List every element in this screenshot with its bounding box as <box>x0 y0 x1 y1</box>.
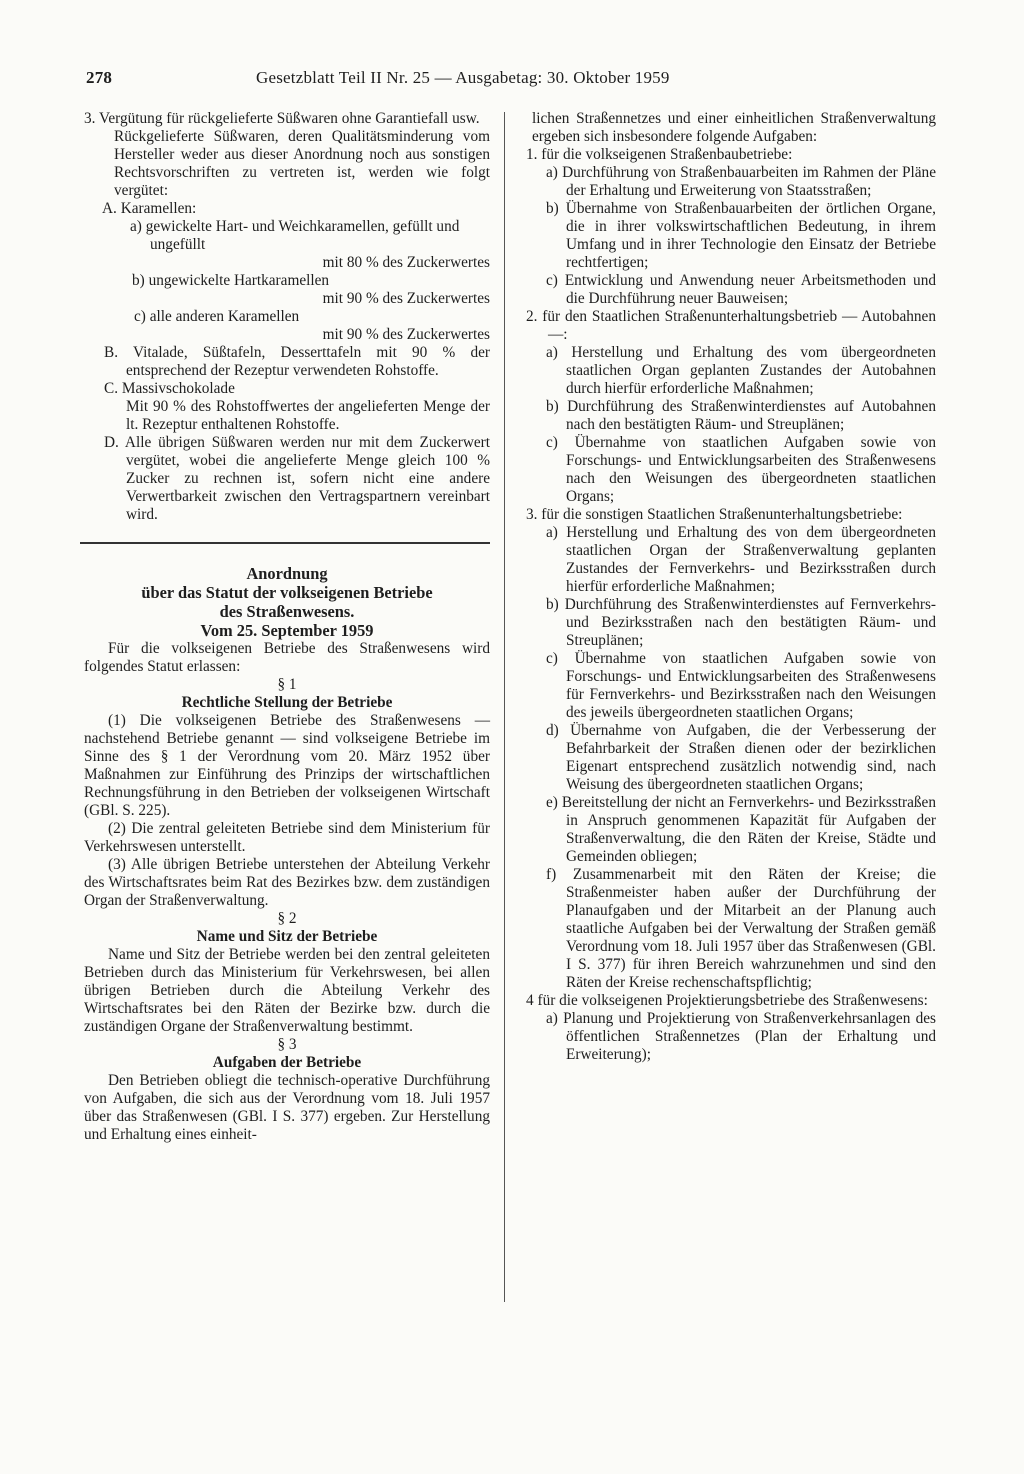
item-3-c: c) Übernahme von staatlichen Aufgaben sowie von Forschungs- und Entwicklungsarbeiten des Straßenwesens für Fernverkehrs- und Bezirksstraßen nach den Weisungen des jeweils übergeordneten staatlichen Organs; <box>546 650 936 721</box>
section-a-item-b-rate: mit 90 % des Zuckerwertes <box>322 290 490 307</box>
section-3-number: § 3 <box>277 1036 297 1053</box>
item-3-title: 3. Vergütung für rückgelieferte Süßwaren ohne Garantiefall usw. <box>84 110 480 127</box>
ordinance-title-3: des Straßenwesens. <box>219 602 355 621</box>
section-a-item-a-rate: mit 80 % des Zuckerwertes <box>322 254 490 271</box>
section-c-label: C. Massivschokolade <box>104 380 235 397</box>
item-3-e: e) Bereitstellung der nicht an Fernverkehrs- und Bezirksstraßen in Anspruch genommenen Kapazität für Aufgaben der Straßenverwaltung, die den Räten der Kreise, Städte und Gemeinden obliegen; <box>546 794 936 865</box>
item-4-a: a) Planung und Projektierung von Straßenverkehrsanlagen des öffentlichen Straßennetzes (Plan der Erhaltung und Erweiterung); <box>546 1010 936 1063</box>
item-1-c: c) Entwicklung und Anwendung neuer Arbeitsmethoden und die Durchführung neuer Bauweisen; <box>546 272 936 307</box>
item-3-text: Rückgelieferte Süßwaren, deren Qualitätsminderung vom Hersteller weder aus dieser Anordnung noch aus sonstigen Rechtsvorschriften zu vertreten ist, werden wie folgt vergütet: <box>114 128 490 199</box>
header-title: Gesetzblatt Teil II Nr. 25 — Ausgabetag: 30. Oktober 1959 <box>256 68 670 87</box>
section-1-title: Rechtliche Stellung der Betriebe <box>181 694 393 711</box>
right-column <box>520 110 936 1064</box>
item-2-title: 2. für den Staatlichen Straßenunterhaltungsbetrieb — Autobahnen —: <box>526 308 936 343</box>
left-column <box>84 110 490 1144</box>
item-3-d: d) Übernahme von Aufgaben, die der Verbesserung der Befahrbarkeit der Straßen dienen oder der bezirklichen Eigenart entsprechend zusätzlich notwendig sind, nach Weisung des übergeordneten staatlichen Organs; <box>546 722 936 793</box>
section-a-item-c: c) alle anderen Karamellen <box>134 308 300 325</box>
column-divider <box>504 112 505 1302</box>
item-4-title: 4 für die volkseigenen Projektierungsbetriebe des Straßenwesens: <box>526 992 928 1009</box>
item-3-b: b) Durchführung des Straßenwinterdienstes auf Fernverkehrs- und Bezirksstraßen nach den bestätigten Räum- und Streuplänen; <box>546 596 936 649</box>
continuation-text: lichen Straßennetzes und einer einheitlichen Straßenverwaltung ergeben sich insbesondere folgende Aufgaben: <box>532 110 936 145</box>
section-rule <box>80 542 490 544</box>
section-d: D. Alle übrigen Süßwaren werden nur mit dem Zuckerwert vergütet, wobei die angelieferte Menge gleich 100 % Zucker zu rechnen ist, sofern nicht eine andere Verwertbarkeit zwischen den Vertragspartnern vereinbart wird. <box>104 434 490 523</box>
page-header <box>86 68 756 88</box>
section-3-title: Aufgaben der Betriebe <box>212 1054 362 1071</box>
item-2-b: b) Durchführung des Straßenwinterdienstes auf Autobahnen nach den bestätigten Räum- und Streuplänen; <box>546 398 936 433</box>
ordinance-title-2: über das Statut der volkseigenen Betriebe <box>141 583 433 602</box>
section-c-text: Mit 90 % des Rohstoffwertes der angelieferten Menge der lt. Rezeptur enthaltenen Rohstoffe. <box>126 398 490 433</box>
section-2-title: Name und Sitz der Betriebe <box>196 928 378 945</box>
section-a-label: A. Karamellen: <box>102 200 197 217</box>
section-a-item-a: a) gewickelte Hart- und Weichkaramellen, gefüllt und ungefüllt <box>130 218 460 253</box>
section-2-text: Name und Sitz der Betriebe werden bei den zentral geleiteten Betrieben durch das Ministerium für Verkehrswesen, bei allen übrigen Betrieben durch die Abteilung Verkehr des Wirtschaftsrates bei den Räten der Bezirke bzw. durch die zuständigen Organe der Straßenverwaltung bestimmt. <box>84 946 490 1035</box>
section-b: B. Vitalade, Süßtafeln, Desserttafeln mit 90 % der entsprechend der Rezeptur verwendeten Rohstoffe. <box>104 344 490 379</box>
section-1-paragraph-3: (3) Alle übrigen Betriebe unterstehen der Abteilung Verkehr des Wirtschaftsrates beim Rat des Bezirkes bzw. dem zuständigen Organ der Straßenverwaltung. <box>84 856 490 909</box>
item-1-title: 1. für die volkseigenen Straßenbaubetriebe: <box>526 146 793 163</box>
section-2-number: § 2 <box>277 910 297 927</box>
item-2-c: c) Übernahme von staatlichen Aufgaben sowie von Forschungs- und Entwicklungsarbeiten des Straßenwesens nach den Weisungen des übergeordneten staatlichen Organs; <box>546 434 936 505</box>
item-2-a: a) Herstellung und Erhaltung des vom übergeordneten staatlichen Organ geplanten Zustandes der Autobahnen durch hierfür erforderliche Maßnahmen; <box>546 344 936 397</box>
ordinance-intro: Für die volkseigenen Betriebe des Straßenwesens wird folgendes Statut erlassen: <box>84 640 490 675</box>
section-1-paragraph-2: (2) Die zentral geleiteten Betriebe sind dem Ministerium für Verkehrswesen unterstellt. <box>84 820 490 855</box>
section-3-text: Den Betrieben obliegt die technisch-operative Durchführung von Aufgaben, die sich aus der Verordnung vom 18. Juli 1957 über das Straßenwesen (GBl. I S. 377) ergeben. Zur Herstellung und Erhaltung eines einheit- <box>84 1072 490 1143</box>
section-1-number: § 1 <box>277 676 297 693</box>
item-1-a: a) Durchführung von Straßenbauarbeiten im Rahmen der Pläne der Erhaltung und Erweiterung von Staatsstraßen; <box>546 164 936 199</box>
ordinance-title-1: Anordnung <box>246 564 328 583</box>
item-3-f: f) Zusammenarbeit mit den Räten der Kreise; die Straßenmeister haben außer der Durchführung der Planaufgaben und der Mitarbeit an der Planung auch staatliche Aufgaben bei der Verwaltung der Straßen gemäß Verordnung vom 18. Juli 1957 über das Straßenwesen (GBl. I S. 377) für ihren Bereich wahrzunehmen und sind den Räten der Kreise rechenschaftspflichtig; <box>546 866 936 991</box>
section-1-paragraph-1: (1) Die volkseigenen Betriebe des Straßenwesens — nachstehend Betriebe genannt — sind volkseigene Betriebe im Sinne des § 1 der Verordnung vom 20. März 1952 über Maßnahmen zur Einführung des Prinzips der wirtschaftlichen Rechnungsführung in den Betrieben der volkseigenen Wirtschaft (GBl. S. 225). <box>84 712 490 819</box>
item-3-a: a) Herstellung und Erhaltung des von dem übergeordneten staatlichen Organ der Straßenverwaltung geplanten Zustandes der Fernverkehrs- und Bezirksstraßen durch hierfür erforderliche Maßnahmen; <box>546 524 936 595</box>
page-number: 278 <box>86 68 113 87</box>
section-a-item-b: b) ungewickelte Hartkaramellen <box>132 272 330 289</box>
section-a-item-c-rate: mit 90 % des Zuckerwertes <box>322 326 490 343</box>
item-3-title: 3. für die sonstigen Staatlichen Straßenunterhaltungsbetriebe: <box>526 506 903 523</box>
ordinance-date: Vom 25. September 1959 <box>200 621 374 640</box>
item-1-b: b) Übernahme von Straßenbauarbeiten der örtlichen Organe, die in ihrer volkswirtschaftlichen Bedeutung, in ihrem Umfang und in ihrer Technologie den Einsatz der Betriebe rechtfertigen; <box>546 200 936 271</box>
